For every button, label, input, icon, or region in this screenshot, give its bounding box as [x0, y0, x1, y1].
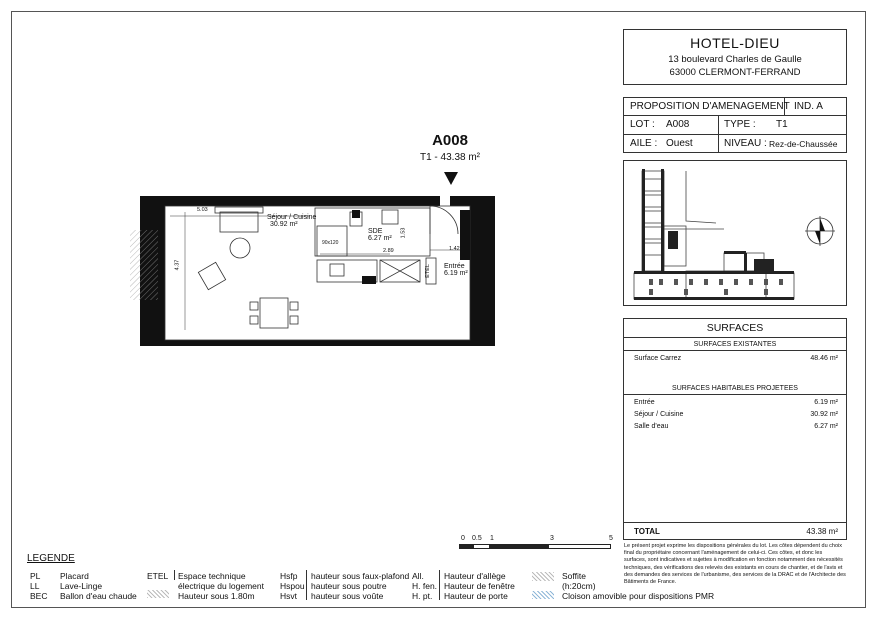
- room-label-entree: Entrée: [444, 263, 465, 270]
- legend-text: Hauteur sous 1.80m: [178, 591, 255, 601]
- east-wall: [470, 196, 495, 346]
- wing-label: AILE :: [630, 138, 658, 149]
- legend-text: Espace technique: [178, 571, 246, 581]
- total-label: TOTAL: [634, 527, 660, 536]
- legend-text: Cloison amovible pour dispositions PMR: [562, 591, 715, 601]
- legend-hatch-swatch: [147, 590, 169, 598]
- key-plan: [623, 160, 847, 306]
- legend-text: hauteur sous voûte: [311, 591, 384, 601]
- scale-tick: 3: [550, 535, 554, 542]
- unit-summary: T1 - 43.38 m²: [419, 152, 481, 163]
- existing-row-value: 48.46 m²: [810, 355, 838, 362]
- legend-text: Soffite: [562, 571, 586, 581]
- dim-label: 1.42: [449, 246, 460, 252]
- type-label: TYPE :: [724, 119, 756, 130]
- projected-row-label: Salle d'eau: [634, 423, 669, 430]
- legend-text: Placard: [60, 571, 89, 581]
- legend-abbr: H. pt.: [412, 591, 433, 601]
- dim-label: 5.03: [197, 207, 208, 213]
- legend-pmr-swatch: [532, 591, 554, 599]
- wing-value: Ouest: [666, 138, 693, 149]
- legend-abbr: H. fen.: [412, 581, 438, 591]
- room-label-sejour: Séjour / Cuisine: [267, 214, 317, 221]
- legend-text: Hauteur de porte: [444, 591, 508, 601]
- legend-abbr: All.: [412, 571, 424, 581]
- disclaimer-text: Le présent projet exprime les dispositions générales du lot. Les côtes dépendent du choix final du propriétaire concernant l'aménagement de celui-ci. Ces côtes, et donc les surfaces, sont indicatives et sujettes à modification en fonction notamment des nécessités techniques, des vérifications des relevés des existants en cours de chantier, et de l'avis et des demandes des services de l'urbanisme, des services de la DRAC et de l'Architecte des Bâtiments de France.: [624, 543, 846, 586]
- level-value: Rez-de-Chaussée: [769, 139, 838, 149]
- surfaces-title: SURFACES: [706, 322, 764, 334]
- room-area-entree: 6.19 m²: [444, 270, 468, 277]
- lot-label: LOT :: [630, 119, 655, 130]
- scale-tick: 1: [490, 535, 494, 542]
- room-label-sde: SDE: [368, 228, 383, 235]
- project-title: HOTEL-DIEU: [690, 35, 780, 51]
- projected-row-value: 30.92 m²: [810, 411, 838, 418]
- north-wall: [140, 196, 440, 206]
- scale-tick: 0.5: [472, 535, 482, 542]
- type-value: T1: [776, 119, 788, 130]
- existing-header: SURFACES EXISTANTES: [693, 341, 777, 348]
- address-line-2: 63000 CLERMONT-FERRAND: [669, 67, 801, 78]
- dim-label: 4.37: [174, 259, 181, 271]
- legend-text: Lave-Linge: [60, 581, 103, 591]
- legend-text: Hauteur de fenêtre: [444, 581, 515, 591]
- index-value: IND. A: [794, 101, 823, 112]
- level-label: NIVEAU :: [724, 138, 767, 149]
- legend-title: LEGENDE: [27, 553, 75, 564]
- projected-row-value: 6.19 m²: [814, 399, 838, 406]
- entrance-arrow-icon: [443, 170, 459, 186]
- lot-info-table: [623, 97, 847, 153]
- legend-abbr: LL: [30, 581, 40, 591]
- legend-text: Ballon d'eau chaude: [60, 591, 137, 601]
- lot-value: A008: [666, 119, 690, 130]
- address-line-1: 13 boulevard Charles de Gaulle: [668, 54, 802, 65]
- legend-text: hauteur sous poutre: [311, 581, 387, 591]
- projected-row-label: Entrée: [634, 399, 655, 406]
- existing-row-label: Surface Carrez: [634, 355, 682, 362]
- dim-label: 2.89: [383, 248, 394, 254]
- legend-text: (h:20cm): [562, 581, 596, 591]
- scale-tick: 0: [461, 535, 465, 542]
- scale-tick: 5: [609, 535, 613, 542]
- project-header: [623, 29, 847, 85]
- north-arrow-icon: [805, 216, 835, 246]
- legend-soffit-swatch: [532, 572, 554, 581]
- south-wall: [140, 340, 495, 346]
- total-value: 43.38 m²: [806, 527, 838, 536]
- legend-abbr: PL: [30, 571, 41, 581]
- dim-label: 1.53: [400, 227, 407, 239]
- projected-row-value: 6.27 m²: [814, 423, 838, 430]
- surfaces-table: [623, 318, 847, 540]
- projected-header: SURFACES HABITABLES PROJETEES: [672, 385, 798, 392]
- room-area-sde: 6.27 m²: [368, 235, 392, 242]
- etel-label: ETEL: [424, 264, 431, 278]
- dim-label: 90x120: [322, 240, 339, 246]
- legend-abbr: BEC: [30, 591, 48, 601]
- unit-id: A008: [432, 132, 468, 149]
- key-plan-drawing: [624, 161, 846, 305]
- legend-abbr: Hsfp: [280, 571, 298, 581]
- proposal-label: PROPOSITION D'AMENAGEMENT: [630, 101, 790, 112]
- legend-abbr: Hsvt: [280, 591, 297, 601]
- legend-abbr: ETEL: [147, 571, 169, 581]
- room-area-sejour: 30.92 m²: [270, 221, 298, 228]
- legend-text: Hauteur d'allège: [444, 571, 506, 581]
- legend-abbr: Hspou: [280, 581, 305, 591]
- legend-text: électrique du logement: [178, 581, 265, 591]
- legend-text: hauteur sous faux-plafond: [311, 571, 410, 581]
- projected-row-label: Séjour / Cuisine: [634, 411, 684, 418]
